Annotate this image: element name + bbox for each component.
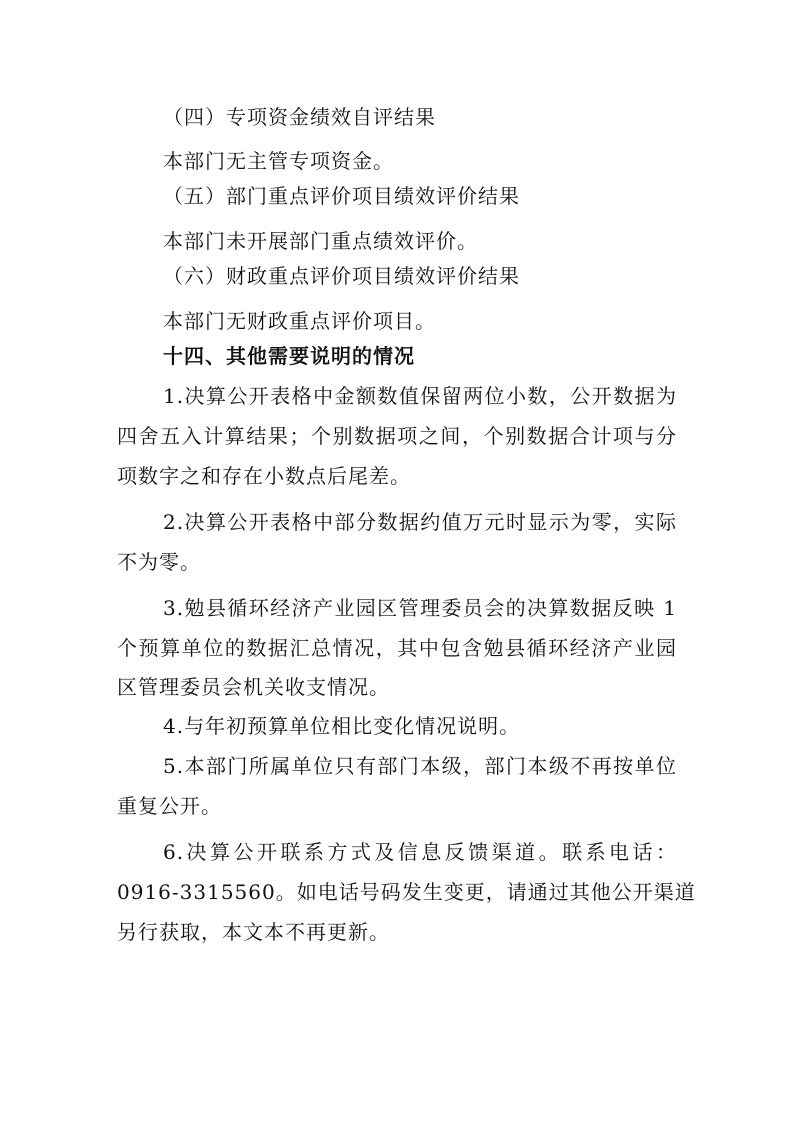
- item-4-line-1: 4.与年初预算单位相比变化情况说明。: [163, 714, 521, 738]
- item-1-line-1: 1.决算公开表格中金额数值保留两位小数，公开数据为: [163, 384, 677, 408]
- section-six-heading: （六）财政重点评价项目绩效评价结果: [163, 264, 520, 288]
- item-1-line-3: 项数字之和存在小数点后尾差。: [117, 464, 411, 488]
- item-6-line-3: 另行获取，本文本不再更新。: [117, 920, 390, 944]
- item-3-line-2: 个预算单位的数据汇总情况，其中包含勉县循环经济产业园: [117, 636, 677, 660]
- item-3-line-3: 区管理委员会机关收支情况。: [117, 675, 390, 699]
- section-fourteen-heading: 十四、其他需要说明的情况: [163, 344, 415, 368]
- item-5-line-1: 5.本部门所属单位只有部门本级，部门本级不再按单位: [163, 754, 677, 778]
- item-3-line-1: 3.勉县循环经济产业园区管理委员会的决算数据反映 1: [163, 596, 677, 620]
- item-1-line-2: 四舍五入计算结果；个别数据项之间，个别数据合计项与分: [117, 424, 677, 448]
- section-five-body: 本部门未开展部门重点绩效评价。: [163, 229, 478, 253]
- section-five-heading: （五）部门重点评价项目绩效评价结果: [163, 184, 520, 208]
- section-four-body: 本部门无主管专项资金。: [163, 149, 394, 173]
- item-6-line-2: 0916-3315560。如电话号码发生变更，请通过其他公开渠道: [117, 880, 696, 904]
- section-six-body: 本部门无财政重点评价项目。: [163, 309, 436, 333]
- item-6-line-1: 6.决算公开联系方式及信息反馈渠道。联系电话：: [163, 840, 677, 864]
- item-2-line-2: 不为零。: [117, 550, 201, 574]
- section-four-heading: （四）专项资金绩效自评结果: [163, 105, 436, 129]
- item-5-line-2: 重复公开。: [117, 794, 222, 818]
- item-2-line-1: 2.决算公开表格中部分数据约值万元时显示为零，实际: [163, 510, 677, 534]
